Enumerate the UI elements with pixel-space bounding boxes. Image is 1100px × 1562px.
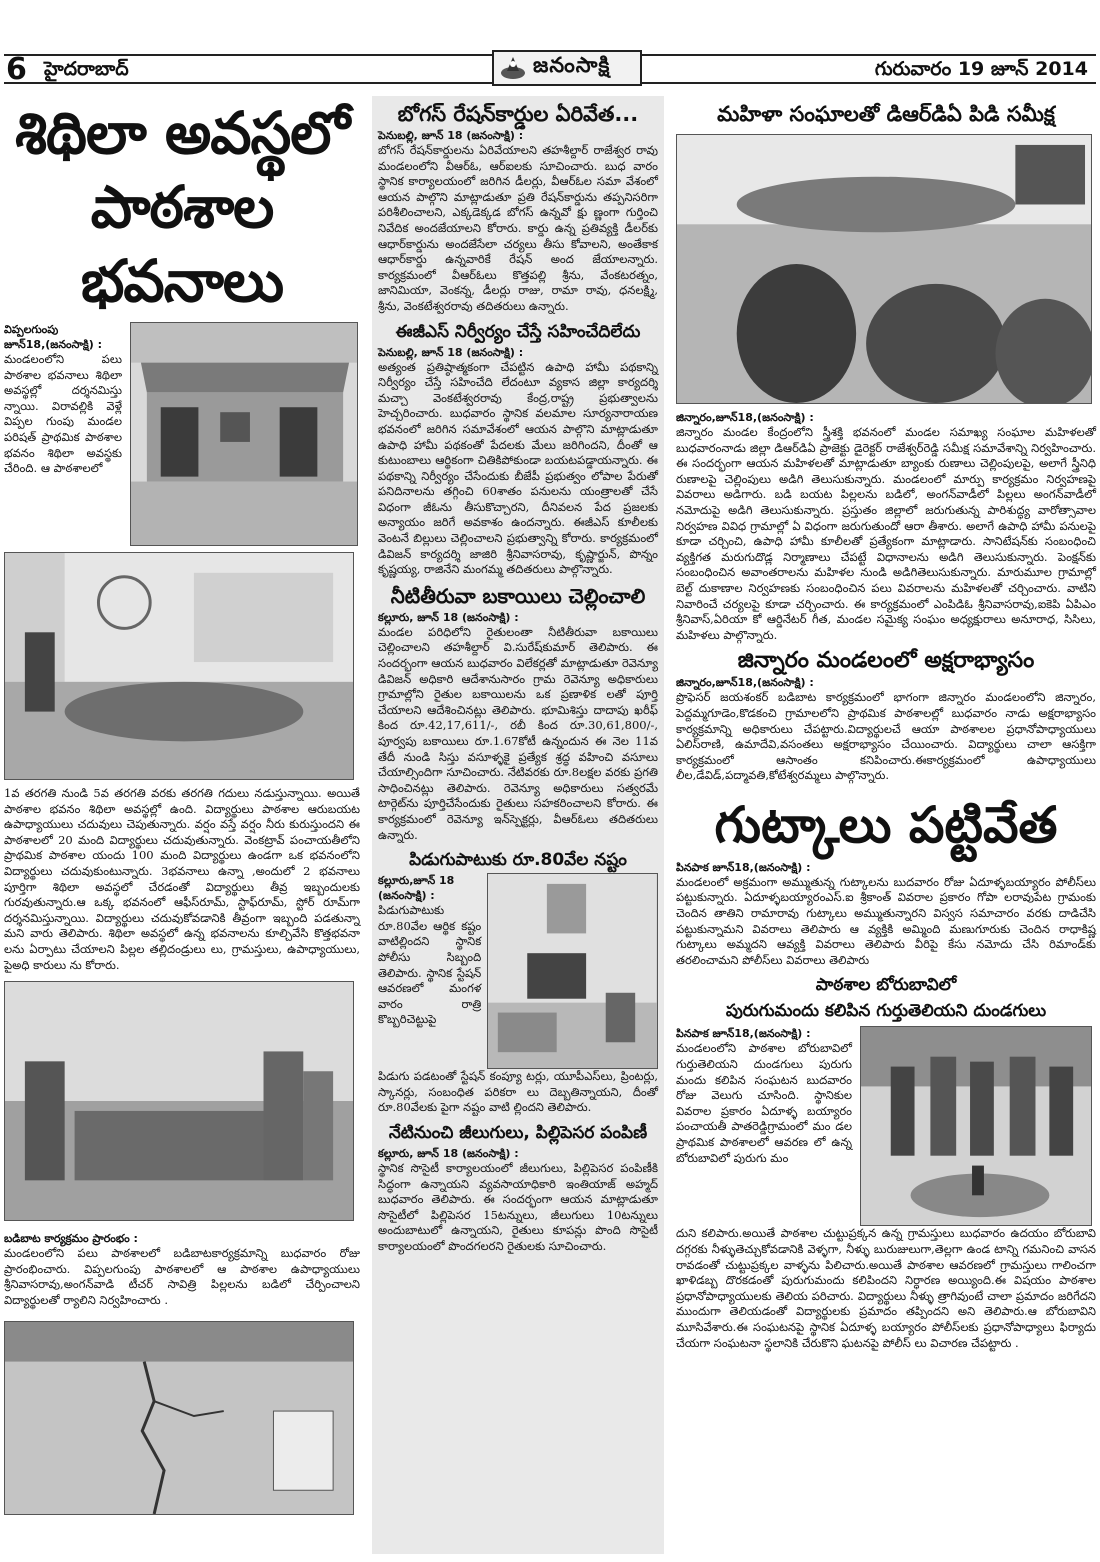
school-intro: మండలంలోని పలు పాఠశాల భవనాలు శిథిలా అవస్థల్లో దర్శనమిస్తు న్నాయి. విరావల్లికి వెళ్లే విప్పల గుంపు మండల పరిషత్ ప్రాథమిక పాఠశాల భవనం శిథిలా అవస్థకు చేరింది. ఆ పాఠశాలలో <box>4 352 122 476</box>
drda-body: జిన్నారం మండల కేంద్రంలోని స్త్రీశక్తి భవనంలో మండల సమాఖ్య సంఘాల మహిళలతో బుధవారంనాడు జిల్లా డిఆర్‌డిఏ ప్రాజెక్టు డైరెక్టర్ రాజేశ్వర్‌రెడ్డి సమీక్ష సమావేశాన్ని నిర్వహించారు. ఈ సందర్భంగా ఆయన మహిళలతో మాట్లాడుతూ బ్యాంకు రుణాలు చెల్లింపులపై, అలాగే స్త్రీనిధి రుణాలపై చెల్లింపులు అడిగి తెలుసుకున్నారు. మండలంలో మార్పు కార్యక్రమం నిర్వహణపై వివరాలు అడిగారు. బడి బయట పిల్లలను బడిలో, అంగన్‌వాడీలో పిల్లలు అంగన్‌వాడీలో నమోదుపై అడిగి తెలుసుకున్నారు. ప్రస్తుతం జిల్లాలో జరుగుతున్న పారిశుద్ధ్య వారోత్సావాల నిర్వహణ వివిధ గ్రామాల్లో ఏ విధంగా జరుగుతుందో ఆరా తీశారు. అలాగే ఉపాధి హామీ పనులపై కూడా చర్చించి, ఉపాధి హామీ కూలీలతో ప్రత్యేకంగా మాట్లాడారు. సానిటేషన్‌కు సంబంధించి వ్యక్తిగత మరుగుదొడ్ల నిర్మాణాలు చేపట్టే విధానాలను అడిగి తెలుసుకున్నారు. పెంక్షన్‌కు సంబంధించిన అవాంతరాలను మహిళల నుండి అడిగితెలుసుకున్నారు. మారుమూల గ్రామాల్లో బెల్ట్ దుకాణాల నిర్వహణకు సంబంధించిన పలు వివరాలను మహిళలతో చర్చించారు. వాటిని నివారించే చర్యలపై కూడా చర్చించారు. ఈ కార్యక్రమంలో ఎంపిడిఓ శ్రీనివాసరావు,ఐకెపి ఏపిఎం శ్రీనివాస్,ఏరియా కో ఆర్డినేటర్ గీత, మండల సమైక్య సంఘం అధ్యక్షురాలు అనూరాధ, సిసిలు, మహిళలు పాల్గొన్నారు. <box>676 425 1096 642</box>
lightning-body: పిడుగు పడటంతో స్టేషన్ కంప్యూ టర్లు, యూపీఎస్‌లు, ప్రింటర్లు, స్కానర్లు, సంబంధిత పరికరా లు దెబ్బతిన్నాయని, దీంతో రూ.80వేలకు పైగా నష్టం వాటి ల్లిందని తెలిపారు. <box>378 1069 658 1115</box>
outdoor-class-photo <box>4 552 354 780</box>
womens-meeting-photo <box>676 134 1092 404</box>
ration-body: బోగస్ రేషన్‌కార్డులను ఏరివేయాలని తహశీల్దార్ రాజేశ్వర రావు మండలంలోని వీఆర్‌ఓ, ఆర్‌ఐలకు సూచించారు. బుధ వారం స్థానిక కార్యాలయంలో జరిగిన డీలర్లు, వీఆర్‌ఓల సమా వేశంలో ఆయన పాల్గొని మాట్లాడుతూ ప్రతి రేషన్‌కార్డును తప్పనిసరిగా పరిశీలించాలని, ఎక్కడెక్కడ బోగస్ ఉన్నవో క్షు ణ్ణంగా గుర్తించి నివేదిక అందజేయాలని కోరారు. కార్డు ఉన్న ప్రతివ్యక్తి డీలర్‌కు ఆధార్‌కార్డును అందజేసేలా చర్యలు తీసు కోవాలని, అంతేకాక ఆధార్‌కార్డు ఉన్నవారికే రేషన్ అంద జేయాలన్నారు. కార్యక్రమంలో వీఆర్‌ఓలు కొత్తపల్లి శ్రీను, వేంకటరత్నం, జానిమియా, వెంకన్న, డీలర్లు రాజు, రామా రావు, ధనలక్ష్మి, శ్రీను, వెంకటేశ్వరరావు తదితరులు ఉన్నారు. <box>378 143 658 313</box>
drda-dateline: జిన్నారం,జూన్18,(జనంసాక్షి) : <box>676 411 814 424</box>
egs-body: అత్యంత ప్రతిష్ఠాత్మకంగా చేపట్టిన ఉపాధి హామీ పథకాన్ని నిర్వీర్యం చేస్తే సహించేది లేదంటూ వ్యకాస జిల్లా కార్యదర్శి మచ్చా వెంకటేశ్వరరావు కేంద్ర,రాష్ట్ర ప్రభుత్వాలను హెచ్చరించారు. బుధవారం స్థానిక వలమాల సూర్యనారాయణ భవనంలో జరిగిన సమావేశంలో ఆయన పాల్గొని మాట్లాడుతూ ఉపాధి హామీ పథకంతో పేదలకు మేలు జరిగిందని, దీంతో ఆ కుటుంబాలు ఆర్థికంగా చితికిపోకుండా బయటపడ్డాయన్నారు. ఈ పథకాన్ని నిర్వీర్యం చేసేందుకు బీజేపీ ప్రభుత్వం లోపాల పేరుతో పనిదినాలను తగ్గించి 60శాతం పనులను యంత్రాలతో చేసే విధంగా జీఓను తీసుకొచ్చారని, దీనివలన పేద ప్రజలకు అన్యాయం జరిగే అవకాశం ఉందన్నారు. ఈజీఎస్ కూలీలకు వెంటనే బిల్లులు చెల్లించాలని ప్రభుత్వాన్ని కోరారు. కార్యక్రమంలో డివిజన్ కార్యదర్శి జాజిరి శ్రీనివాసరావు, కృష్ణార్జున్, పొన్నం కృష్ణయ్య, రాజినేని మంగమ్మ తదితరులు పాల్గొన్నారు. <box>378 359 658 577</box>
water-dateline: కల్లూరు, జూన్ 18 (జనంసాక్షి) : <box>378 610 519 624</box>
badibata-body: మండలంలోని పలు పాఠశాలలో బడిబాటకార్యక్రమాన్ని బుధవారం రోజు ప్రారంభించారు. విప్పలగుంపు పాఠశాలలో ఆ పాఠశాల ఉపాధ్యాయులు శ్రీనివాసరావు,అంగన్‌వాడి టీచర్ సావిత్రి పిల్లలను బడిలో చేర్పించాలని విద్యార్థులతో ర్యాలిని నిర్వహించారు . <box>4 1246 360 1307</box>
seeds-headline: నేటినుంచి జీలుగులు, పిల్లిపెసర పంపిణీ <box>388 1122 648 1143</box>
column-middle <box>372 96 664 1554</box>
school-headline-line1: శిథిలా అవస్థలో <box>15 99 349 167</box>
water-headline: నీటితీరువా బకాయిలు చెల్లించాలి <box>390 583 646 608</box>
students-group-photo <box>4 981 354 1221</box>
borewell-dateline: పినపాక జూన్18,(జనంసాక్షి) : <box>676 1027 811 1041</box>
badibata-dateline: బడిబాట కార్యక్రమం ప్రారంభం : <box>4 1232 138 1246</box>
column-left <box>4 96 360 1515</box>
cracked-wall-photo <box>4 1321 354 1515</box>
lightning-intro: పిడుగుపాటుకు రూ.80వేల ఆర్థిక కష్టం వాటిల్లిందని స్థానిక పోలీసు సిబ్బంది తెలిపారు. స్థానిక స్టేషన్ ఆవరణలో మంగళ వారం రాత్రి కొబ్బరిచెట్టుపై <box>378 903 482 1027</box>
gutka-headline: గుట్కాలు పట్టివేత <box>714 795 1058 854</box>
akshara-body: ప్రొఫెసర్ జయశంకర్ బడిబాట కార్యక్రమంలో భాగంగా జిన్నారం మండలంలోని జిన్నారం, పెద్దమ్మగూడెం,కొడకంచి గ్రామాలలోని ప్రాథమిక పాఠశాలల్లో బుధవారం నాడు అక్షరాభ్యాసం కార్యక్రమాన్ని అధికారులు చేపట్టారు.విద్యార్థులచే ఆయా పాఠశాలల ప్రధానోపాధ్యాయులు ఏలిస్‌రాణి, ఉమాదేవి,వసంతలు అక్షరాభ్యాసం చేయించారు. విద్యార్థులు చాలా ఆసక్తిగా కార్యక్రమంలో ఆసాంతం కనిపించారు.ఈకార్యక్రమంలో ఉపాధ్యాయులు లీల,డేవిడ్,పద్మావతి,కోటేశ్వరమ్మలు పాల్గొన్నారు. <box>676 690 1096 783</box>
school-dateline: జూన్18,(జనంసాక్షి) : <box>4 338 102 351</box>
akshara-headline: జిన్నారం మండలంలో అక్షరాభ్యాసం <box>737 648 1035 674</box>
drda-headline: మహిళా సంఘాలతో డిఆర్‌డిఏ పిడి సమీక్ష <box>717 102 1055 126</box>
ration-headline: బోగస్ రేషన్‌కార్డుల ఏరివేత... <box>397 102 639 126</box>
school-building-photo <box>130 322 358 546</box>
borewell-intro: మండలంలోని పాఠశాల బోరుబావిలో గుర్తుతెలియని దుండగులు పురుగు మందు కలిపిన సంఘటన బుదవారం రోజు వెలుగు చూసింది. స్థానికుల వివరాల ప్రకారం ఏదూళ్ళ బయ్యారం పంచాయతీ పాతరెడ్డిగ్రామంలో మం డల ప్రాథమిక పాఠశాలలో ఆవరణ లో ఉన్న బోరుబావిలో పురుగు మం <box>676 1041 852 1165</box>
akshara-dateline: జిన్నారం,జూన్18,(జనంసాక్షి) : <box>676 676 814 690</box>
gutka-body: మండలంలో అక్రమంగా అమ్ముతున్న గుట్కాలను బుదవారం రోజు ఏదూళ్ళబయ్యారం పోలీస్‌లు పట్టుకున్నారు. ఏదూళ్ళబయ్యారంఎస్.ఐ శ్రీకాంత్ వివరాల ప్రకారం గోపా లరావుపేట గ్రామంకు చెందిన తాతిని రామారావు గుట్కాలు అమ్ముతున్నారని విస్వస సమాచారం వరకు దాడిచేసి పట్టుకున్నామని వివరాలు తెలిపారు ఆ వ్యక్తికి అమ్మింది మణుగూరుకు చెందిన రాధాకిష్ణ గుట్కాలు అమ్మదని ఆవ్యక్తి వివరాలు తెలిపారు వీరిపై కేసు నమోదు చేసి రిమాండ్‌కు తరలించామని పోలీస్‌లు వివరాలు తెలిపారు <box>676 874 1096 967</box>
page-number: 6 <box>6 52 27 87</box>
school-body: 1వ తరగతి నుండి 5వ తరగతి వరకు తరగతి గదులు నడుస్తున్నాయి. అయితే పాఠశాల భవనం శిథిలా అవస్థల్లో ఉంది. విద్యార్థులు పాఠశాల ఆరుబయట ఉపాధ్యాయులు చదువులు చెపుతున్నారు. వర్షం వస్తే వర్షం నీరు కురుస్తుందని ఈ పాఠశాలలో 20 మంది విద్యార్థులు చదువుతున్నారు. వెంకట్రావ్ పంచాయతీలోని ప్రాథమిక పాఠశాల యందు 100 మంది విద్యార్థులు ఉండగా ఒక భవనంలోని విద్యార్థులు చదువుకుంటున్నారు. 3భవనాలు ఉన్నా ,అందులో 2 భవనాలు పూర్తిగా శిథిలా అవస్థలో చేరడంతో విద్యార్థులు తీవ్ర ఇబ్బందులకు గురవుతున్నారు.ఆ ఒక్క భవనంలో ఆఫీస్‌రూమ్, స్టాఫ్‌రూమ్, స్టోర్ రూమ్‌గా దర్శనమిస్తున్నాయి. విద్యార్థులు చదువుకోవడానికి తీవ్రంగా ఇబ్బంది పడతున్నా మని వారు తెలిపారు. శిథిలా అవస్థలో ఉన్న భవనాలను కూల్చివేసి కొత్తభవనా లను ఏర్పాటు చేయాలని పిల్లల తల్లిదండ్రులు లు, గ్రామస్తులు, ఉపాధ్యాయులు, పైఅధి కారులు ను కోరారు. <box>4 786 360 972</box>
school-headline-line2: పాఠశాల భవనాలు <box>80 173 284 315</box>
lightning-headline: పిడుగుపాటుకు రూ.80వేల నష్టం <box>409 850 627 871</box>
column-right <box>676 96 1096 1351</box>
masthead <box>0 0 1100 92</box>
water-body: మండల పరిధిలోని రైతులంతా నీటితీరువా బకాయిలు చెల్లించాలని తహశీల్దార్ వి.సురేష్‌కుమార్ తెలిపారు. ఈ సందర్భంగా ఆయన బుధవారం విలేకర్లతో మాట్లాడుతూ రెవెన్యూ డివిజన్ అధికారి ఆదేశానుసారం గ్రామ రెవెన్యూ అధికారులు గ్రామాల్లోని రైతుల బకాయిలను ఒక ప్రణాళిక లతో పూర్తి చేయాలని ఆదేశించినట్లు తెలిపారు. భూమిశిస్తు దాదాపు ఖరీఫ్ కింద రూ.42,17,611/-, రబీ కింద రూ.30,61,800/-, పూర్వపు బకాయిలు రూ.1.67కోటీ ఉన్నందున ఈ నెల 11వ తేదీ నుండి సిస్తు వసూళ్ళకై ప్రత్యేక శ్రద్ధ వహించి వసూలు చేయాల్సిందిగా సూచించారు. నేటివరకు రూ.8లక్షల వరకు ప్రగతి సాధించినట్లు తెలిపారు. రెవెన్యూ అధికారులు సత్వరమే టార్గెట్‌ను పూర్తిచేసేందుకు రైతులు సహకరించాలని కోరారు. ఈ కార్యక్రమంలో రెవెన్యూ ఇన్‌స్పెక్టర్లు, వీఆర్‌ఓలు తదితరులు ఉన్నారు. <box>378 624 658 842</box>
gutka-dateline: పినపాక జూన్18,(జనంసాక్షి) : <box>676 860 811 874</box>
issue-date: గురువారం 19 జూన్ 2014 <box>874 58 1088 80</box>
borewell-body: దుని కలిపారు.అయితే పాఠశాల చుట్టుప్రక్కన ఉన్న గ్రామస్తులు బుధవారం ఉదయం బోరుబావి దగ్గరకు నీళ్ళుతెచ్చుకోవడానికి వెళ్ళగా, నీళ్ళు బురుజులుగా,తెల్లగా ఉండ టాన్ని గమనించి వాసన రావడంతో చుట్టుప్రక్కల వాళ్ళను పిలిచారు.అయితే పాఠశాల ఆవరణలో గ్రామస్తులు గాలించగా ఖాళిడబ్బ దొరకడంతో పురుగుమందు కలిపిందని నిర్ధారణ అయ్యింది.ఈ విషయం పాఠశాల ప్రధానోపాధ్యాయులకు తెలియ పరిచారు. విద్యార్థులు నీళ్ళు త్రాగివుంటే చాలా ప్రమాదం జరిగేదని ముందుగా తెలియడంతో విద్యార్థులకు ప్రమాదం తప్పిందని అని తెలిపారు.ఆ బోరుబావిని మూసివేశారు.ఈ సంఘటనపై స్థానిక ఏదూళ్ళ బయ్యారం పోలీస్‌లకు ప్రధానోపాధ్యాలు ఫిర్యాదు చేయగా సంఘటనా స్థలానికి చేరుకొని ఘటనపై పోలీస్ లు విచారణ చేపట్టారు . <box>676 1226 1096 1350</box>
egs-dateline: పెనుబల్లి, జూన్ 18 (జనంసాక్షి) : <box>378 345 524 359</box>
borewell-headline-line2: పురుగుమందు కలిపిన గుర్తుతెలియని దుండగులు <box>725 1001 1047 1022</box>
seeds-body: స్థానిక సొసైటీ కార్యాలయంలో జీలుగులు, పిల్లిపెసర పంపిణీకి సిద్ధంగా ఉన్నాయని వ్యవసాయాధికారి ఇంతియాజ్ అహ్మద్ బుధవారం తెలిపారు. ఈ సందర్భంగా ఆయన మాట్లాడుతూ సొసైటీలో పిల్లిపెసర 15టన్నులు, జీలుగులు 10టన్నులు అందుబాటులో ఉన్నాయని, రైతులు కూపన్లు పొంది సొసైటీ కార్యాలయంలో పొందగలరని రైతులకు సూచించారు. <box>378 1160 658 1253</box>
egs-headline: ఈజీఎస్ నిర్వీర్యం చేస్తే సహించేదిలేదు <box>395 321 641 342</box>
borewell-headline-line1: పాఠశాల బోరుబావిలో <box>815 975 957 996</box>
lightning-dateline: కల్లూరు,జూన్ 18 (జనంసాక్షి) : <box>378 874 455 903</box>
computer-room-photo <box>487 873 658 1069</box>
ration-dateline: పెనుబల్లి, జూన్ 18 (జనంసాక్షి) : <box>378 129 524 142</box>
logo-emblem-icon <box>497 53 529 83</box>
borewell-photo <box>860 1026 1092 1226</box>
seeds-dateline: కల్లూరు, జూన్ 18 (జనంసాక్షి) : <box>378 1146 519 1160</box>
school-place: విప్పలగుంపు <box>4 323 59 336</box>
edition-city: హైదరాబాద్ <box>44 58 129 80</box>
newspaper-logo <box>492 50 642 86</box>
logo-text: జనంసాక్షి <box>533 53 611 77</box>
